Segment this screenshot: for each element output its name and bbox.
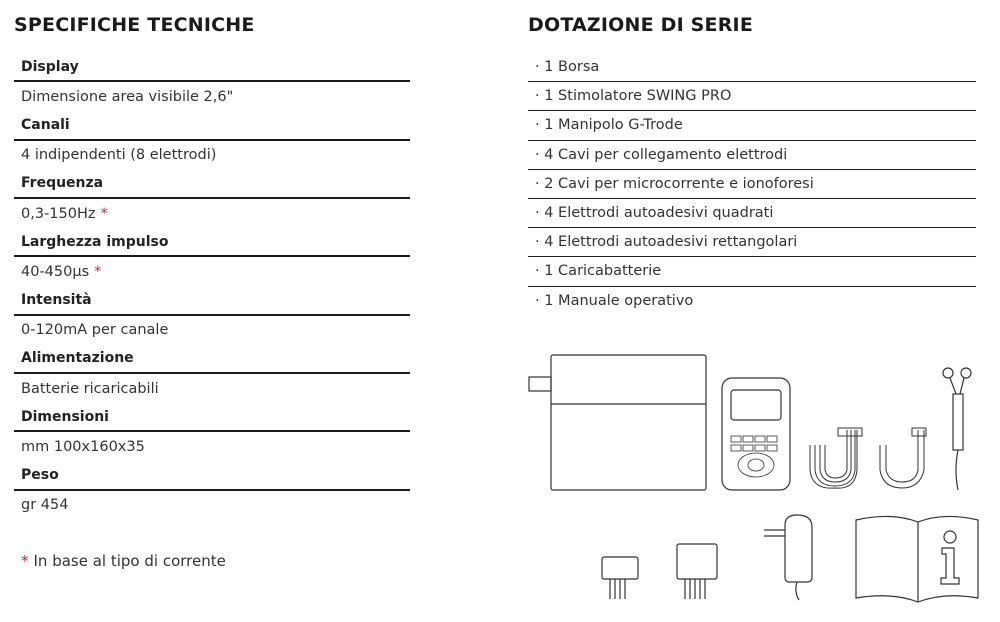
spec-value-text: gr 454 — [21, 497, 69, 514]
spec-label: Canali — [14, 111, 410, 140]
manual-info-icon — [856, 516, 978, 602]
footnote-marker: * — [100, 205, 108, 222]
microcurrent-cables-icon — [880, 428, 926, 488]
list-item: · 4 Cavi per collegamento elettrodi — [528, 141, 976, 170]
square-electrodes-icon — [602, 557, 638, 599]
electrode-cables-icon — [810, 428, 862, 488]
spec-label: Alimentazione — [14, 345, 410, 374]
g-trode-handpiece-icon — [943, 368, 971, 490]
list-item: · 2 Cavi per microcorrente e ionoforesi — [528, 170, 976, 199]
supply-list — [528, 53, 976, 316]
spec-value-text: Dimensione area visibile 2,6" — [21, 88, 234, 105]
spec-label: Larghezza impulso — [14, 228, 410, 257]
list-item: · 1 Manipolo G-Trode — [528, 111, 976, 140]
supply-title: DOTAZIONE DI SERIE — [528, 14, 754, 36]
spec-value-text: 0,3-150Hz — [21, 205, 96, 222]
specs-title: SPECIFICHE TECNICHE — [14, 14, 255, 36]
list-item: · 1 Caricabatterie — [528, 257, 976, 286]
spec-label: Frequenza — [14, 170, 410, 199]
spec-value — [14, 257, 410, 286]
spec-value — [14, 316, 410, 345]
spec-label: Dimensioni — [14, 403, 410, 432]
specs-table — [14, 53, 410, 520]
list-item: · 1 Manuale operativo — [535, 293, 694, 310]
spec-label: Display — [14, 53, 410, 82]
spec-label: Intensità — [14, 287, 410, 316]
spec-value-text: 4 indipendenti (8 elettrodi) — [21, 147, 217, 164]
rectangular-electrodes-icon — [677, 544, 717, 599]
spec-value-text: 40-450µs — [21, 263, 90, 280]
list-item: · 1 Borsa — [528, 53, 976, 82]
footnote-text: In base al tipo di corrente — [33, 552, 226, 570]
spec-value — [14, 491, 410, 520]
bag-icon — [529, 355, 706, 490]
stimulator-device-icon — [722, 378, 790, 490]
included-items-illustration — [520, 340, 1000, 622]
spec-value — [14, 82, 410, 111]
list-item: · 1 Stimolatore SWING PRO — [528, 82, 976, 111]
spec-value — [14, 141, 410, 170]
spec-value-text: mm 100x160x35 — [21, 439, 145, 456]
spec-value — [14, 199, 410, 228]
footnote-marker: * — [94, 263, 102, 280]
list-item: · 4 Elettrodi autoadesivi rettangolari — [528, 228, 976, 257]
list-item: · 4 Elettrodi autoadesivi quadrati — [528, 199, 976, 228]
spec-value — [14, 432, 410, 461]
spec-label: Peso — [14, 462, 410, 491]
spec-value-text: 0-120mA per canale — [21, 322, 169, 339]
spec-value-text: Batterie ricaricabili — [21, 380, 159, 397]
footnote — [21, 552, 226, 570]
charger-icon — [764, 515, 812, 600]
spec-value — [14, 374, 410, 403]
footnote-marker: * — [21, 552, 29, 570]
